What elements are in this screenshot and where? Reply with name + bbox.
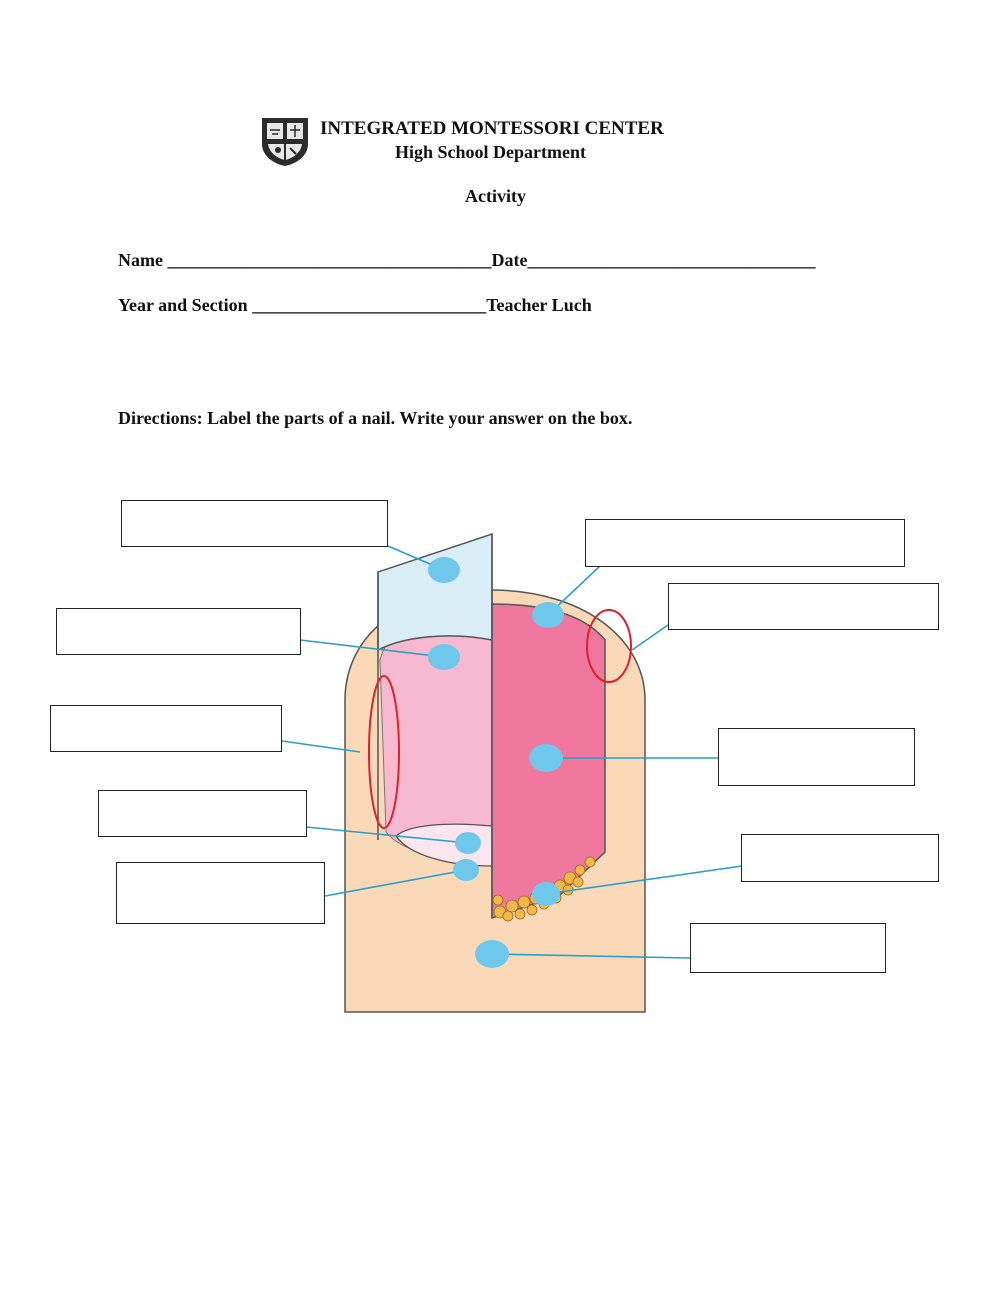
- answer-box-9[interactable]: [741, 834, 939, 882]
- marker-hyponychium: [532, 602, 564, 628]
- marker-nail-bed: [529, 744, 563, 772]
- marker-cuticle: [453, 859, 479, 881]
- name-date-row: [118, 250, 815, 271]
- marker-finger-skin: [475, 940, 509, 968]
- answer-box-8[interactable]: [718, 728, 915, 786]
- answer-box-7[interactable]: [668, 583, 939, 630]
- answer-box-3[interactable]: [50, 705, 282, 752]
- answer-box-1[interactable]: [121, 500, 388, 547]
- school-crest-logo: [258, 114, 312, 168]
- school-name: INTEGRATED MONTESSORI CENTER: [320, 118, 664, 139]
- marker-free-edge: [428, 557, 460, 583]
- marker-lunula: [455, 832, 481, 854]
- marker-nail-plate: [428, 644, 460, 670]
- directions-text: Directions: Label the parts of a nail. Write your answer on the box.: [118, 408, 633, 428]
- nail-diagram: [0, 470, 1000, 1030]
- answer-box-10[interactable]: [690, 923, 886, 973]
- answer-box-6[interactable]: [585, 519, 905, 567]
- answer-box-2[interactable]: [56, 608, 301, 655]
- section-blank[interactable]: __________________________: [252, 295, 487, 315]
- worksheet-title: Activity: [465, 186, 526, 206]
- date-blank[interactable]: ________________________________: [527, 250, 816, 270]
- name-label: Name: [118, 250, 163, 270]
- answer-box-5[interactable]: [116, 862, 325, 924]
- answer-box-4[interactable]: [98, 790, 307, 837]
- marker-matrix: [532, 882, 560, 906]
- name-blank[interactable]: ____________________________________: [167, 250, 492, 270]
- department-name: High School Department: [395, 142, 586, 162]
- free-edge: [378, 534, 492, 650]
- section-label: Year and Section: [118, 295, 248, 315]
- teacher-label: Teacher Luch: [486, 295, 592, 315]
- section-teacher-row: [118, 295, 592, 316]
- date-label: Date: [491, 250, 528, 270]
